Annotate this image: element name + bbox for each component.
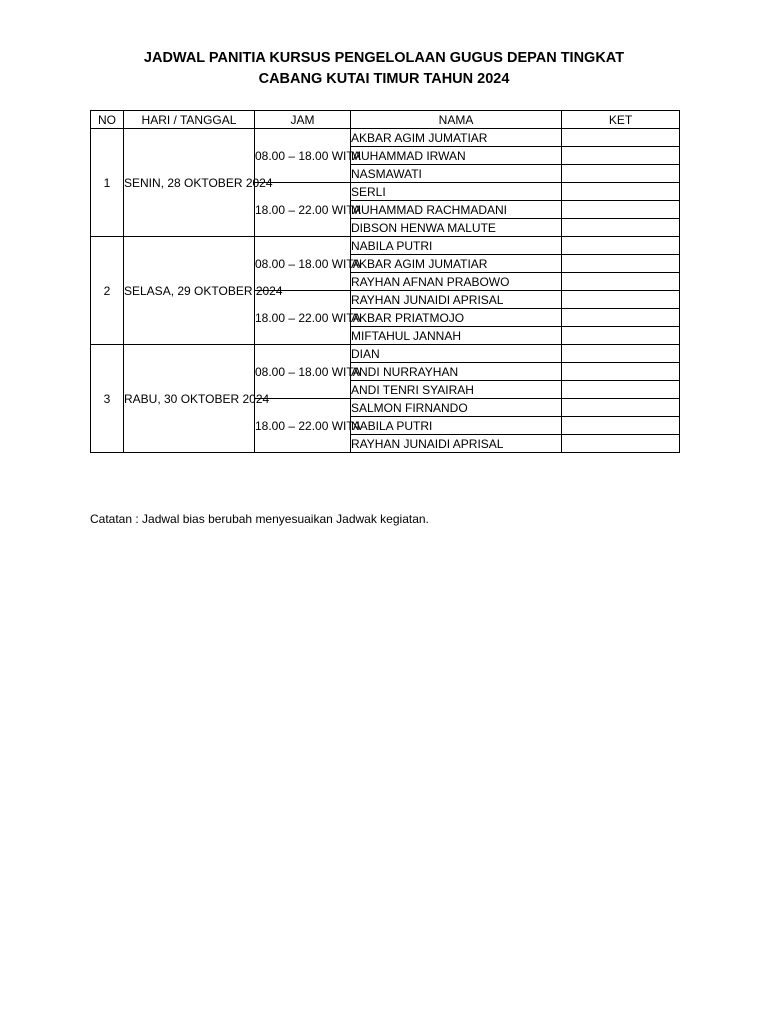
person-name: RAYHAN JUNAIDI APRISAL xyxy=(351,291,562,309)
title-line-2: CABANG KUTAI TIMUR TAHUN 2024 xyxy=(258,71,510,87)
day-number: 3 xyxy=(91,345,124,453)
person-name: MUHAMMAD IRWAN xyxy=(351,147,562,165)
ket-cell xyxy=(562,183,680,201)
ket-cell xyxy=(562,219,680,237)
person-name: SALMON FIRNANDO xyxy=(351,399,562,417)
table-row xyxy=(91,345,680,363)
schedule-note: Catatan : Jadwal bias berubah menyesuaikan Jadwak kegiatan. xyxy=(90,512,429,526)
ket-cell xyxy=(562,327,680,345)
person-name: DIAN xyxy=(351,345,562,363)
table-header-row xyxy=(91,111,680,129)
table-row xyxy=(91,129,680,147)
shift-time: 18.00 – 22.00 WITA xyxy=(255,291,351,345)
ket-cell xyxy=(562,201,680,219)
document-title xyxy=(0,48,768,90)
shift-time: 18.00 – 22.00 WITA xyxy=(255,183,351,237)
ket-cell xyxy=(562,435,680,453)
ket-cell xyxy=(562,417,680,435)
header-no: NO xyxy=(91,111,124,129)
ket-cell xyxy=(562,291,680,309)
shift-time: 08.00 – 18.00 WITA xyxy=(255,345,351,399)
day-number: 2 xyxy=(91,237,124,345)
header-time: JAM xyxy=(255,111,351,129)
header-name: NAMA xyxy=(351,111,562,129)
ket-cell xyxy=(562,309,680,327)
day-number: 1 xyxy=(91,129,124,237)
ket-cell xyxy=(562,129,680,147)
person-name: ANDI NURRAYHAN xyxy=(351,363,562,381)
person-name: MIFTAHUL JANNAH xyxy=(351,327,562,345)
person-name: RAYHAN AFNAN PRABOWO xyxy=(351,273,562,291)
schedule-table xyxy=(90,110,680,453)
person-name: MUHAMMAD RACHMADANI xyxy=(351,201,562,219)
ket-cell xyxy=(562,381,680,399)
ket-cell xyxy=(562,399,680,417)
table-row xyxy=(91,237,680,255)
person-name: RAYHAN JUNAIDI APRISAL xyxy=(351,435,562,453)
ket-cell xyxy=(562,363,680,381)
person-name: ANDI TENRI SYAIRAH xyxy=(351,381,562,399)
header-date: HARI / TANGGAL xyxy=(124,111,255,129)
day-date: SENIN, 28 OKTOBER 2024 xyxy=(124,129,255,237)
person-name: NABILA PUTRI xyxy=(351,417,562,435)
ket-cell xyxy=(562,273,680,291)
ket-cell xyxy=(562,255,680,273)
person-name: SERLI xyxy=(351,183,562,201)
day-date: RABU, 30 OKTOBER 2024 xyxy=(124,345,255,453)
ket-cell xyxy=(562,345,680,363)
person-name: NABILA PUTRI xyxy=(351,237,562,255)
person-name: DIBSON HENWA MALUTE xyxy=(351,219,562,237)
person-name: AKBAR PRIATMOJO xyxy=(351,309,562,327)
ket-cell xyxy=(562,165,680,183)
ket-cell xyxy=(562,147,680,165)
person-name: AKBAR AGIM JUMATIAR xyxy=(351,255,562,273)
day-date: SELASA, 29 OKTOBER 2024 xyxy=(124,237,255,345)
header-ket: KET xyxy=(562,111,680,129)
shift-time: 08.00 – 18.00 WITA xyxy=(255,129,351,183)
ket-cell xyxy=(562,237,680,255)
title-line-1: JADWAL PANITIA KURSUS PENGELOLAAN GUGUS DEPAN TINGKAT xyxy=(143,50,625,66)
person-name: NASMAWATI xyxy=(351,165,562,183)
shift-time: 18.00 – 22.00 WITA xyxy=(255,399,351,453)
person-name: AKBAR AGIM JUMATIAR xyxy=(351,129,562,147)
shift-time: 08.00 – 18.00 WITA xyxy=(255,237,351,291)
